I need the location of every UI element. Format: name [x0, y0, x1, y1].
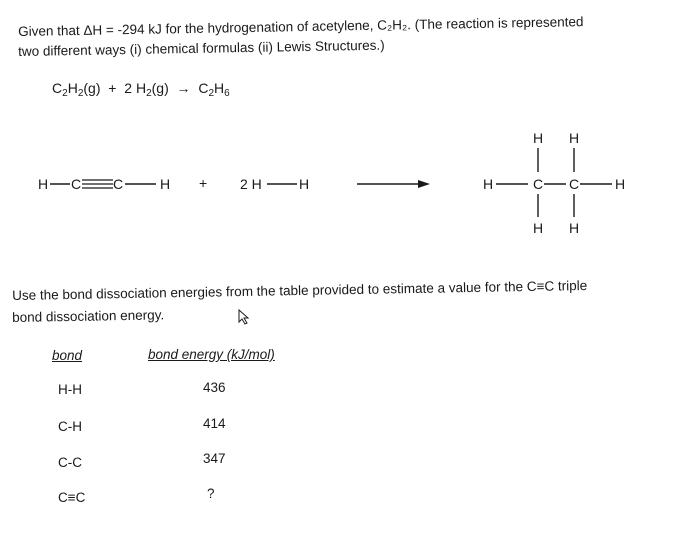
lewis-h: H	[569, 130, 580, 146]
eq-sub: 2	[77, 88, 84, 99]
table-cell-energy: ?	[207, 486, 215, 501]
eq-product: C	[198, 80, 209, 96]
table-cell-bond: H-H	[58, 382, 82, 397]
table-cell-energy: 414	[203, 416, 226, 431]
intro-line-2: two different ways (i) chemical formulas (ii) Lewis Structures.)	[18, 37, 385, 59]
lewis-h: H	[569, 220, 580, 236]
table-cell-energy: 347	[203, 451, 226, 466]
eq-state: (g)	[83, 80, 101, 96]
lewis-h2-left: 2 H	[240, 176, 262, 192]
question-line-2: bond dissociation energy.	[12, 307, 165, 325]
lewis-c: C	[569, 176, 580, 192]
eq-coef: 2	[124, 80, 133, 96]
lewis-h: H	[299, 176, 310, 192]
eq-reactant2: H	[135, 80, 147, 96]
eq-sub: 2	[62, 88, 68, 99]
table-cell-bond: C-H	[58, 419, 82, 434]
lewis-h: H	[483, 176, 494, 192]
eq-reactant1: C	[52, 80, 63, 96]
lewis-plus: +	[199, 175, 208, 191]
table-cell-bond: C≡C	[58, 490, 86, 505]
lewis-c: C	[71, 176, 82, 192]
chemical-equation	[52, 80, 230, 99]
reaction-arrow-head	[418, 180, 430, 188]
lewis-h: H	[533, 130, 544, 146]
table-header-energy: bond energy (kJ/mol)	[148, 347, 275, 362]
question-line-1: Use the bond dissociation energies from the table provided to estimate a value for the C≡C triple	[12, 277, 588, 303]
eq-text: H	[67, 80, 78, 96]
lewis-h: H	[38, 176, 49, 192]
eq-arrow: →	[176, 80, 191, 96]
lewis-h: H	[160, 176, 171, 192]
eq-sub: 6	[224, 88, 230, 99]
lewis-structures	[0, 120, 700, 250]
lewis-c: C	[113, 176, 124, 192]
eq-state: (g)	[151, 80, 169, 96]
eq-sub: 2	[146, 88, 152, 99]
mouse-cursor-icon	[238, 309, 250, 325]
lewis-h: H	[533, 220, 544, 236]
lewis-h: H	[615, 176, 626, 192]
eq-text: H	[214, 80, 225, 96]
table-header-bond: bond	[52, 348, 83, 363]
table-cell-bond: C-C	[58, 455, 82, 470]
lewis-c: C	[533, 176, 544, 192]
eq-plus: +	[108, 80, 117, 96]
intro-line-1: Given that ΔH = -294 kJ for the hydrogenation of acetylene, C₂H₂. (The reaction is represented	[18, 14, 584, 39]
table-cell-energy: 436	[203, 380, 226, 395]
eq-sub: 2	[208, 88, 214, 99]
